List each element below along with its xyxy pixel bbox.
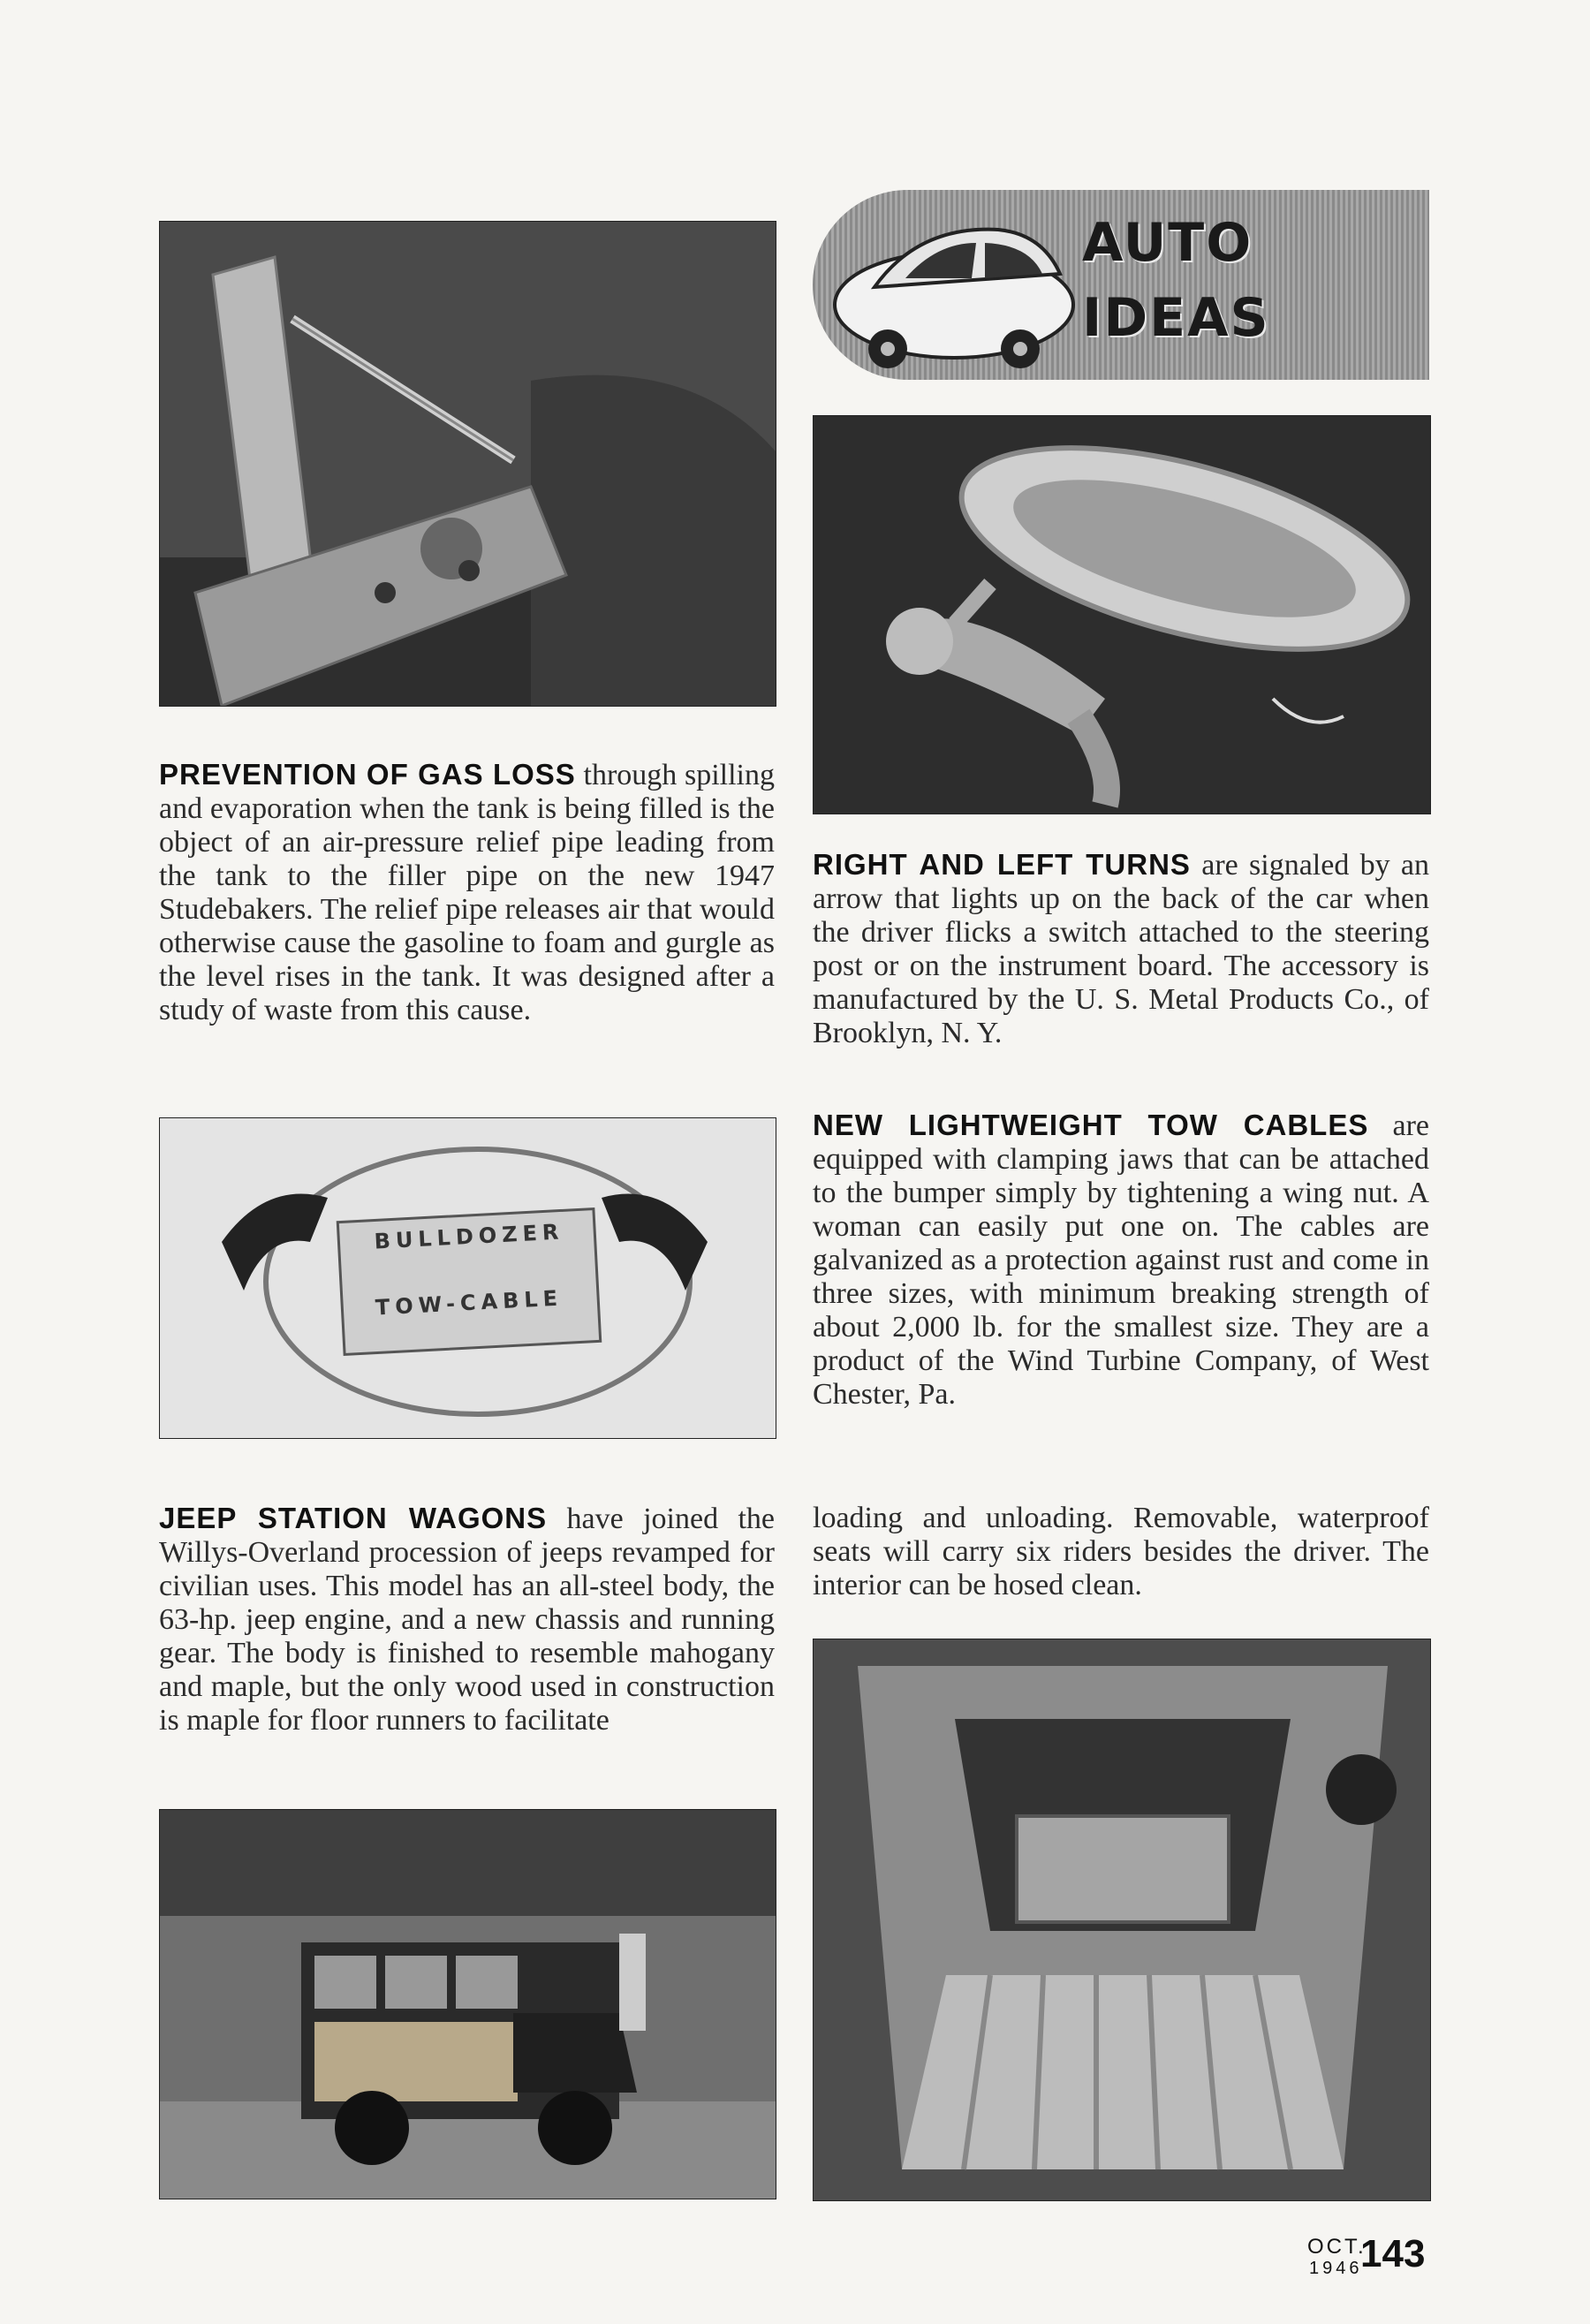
- issue-date-month: OCT.: [1307, 2235, 1367, 2259]
- tow-cables-article: [813, 1109, 1429, 1412]
- auto-ideas-banner: [813, 190, 1429, 380]
- gas-loss-headline: PREVENTION OF GAS LOSS: [159, 758, 576, 791]
- jeep-exterior-photo: [159, 1809, 776, 2199]
- turn-signals-article: [813, 848, 1429, 1050]
- tow-sign-line2: TOW-CABLE: [375, 1285, 564, 1321]
- tow-cables-headline: NEW LIGHTWEIGHT TOW CABLES: [813, 1109, 1369, 1141]
- banner-title-line1: AUTO: [1082, 212, 1253, 274]
- turn-signal-photo: [813, 415, 1431, 814]
- banner-title-line2: IDEAS: [1082, 287, 1270, 349]
- jeep-wagons-body-part2: loading and unloading. Removable, waterproof seats will carry six riders besides the driver. The interior can be hosed clean.: [813, 1502, 1429, 1601]
- car-illustration: [822, 190, 1086, 380]
- jeep-wagons-article: [159, 1502, 775, 1737]
- gas-filler-pipe-photo: [159, 221, 776, 707]
- tow-cables-body: are equipped with clamping jaws that can be attached to the bumper simply by tightening a wing nut. A woman can easily put one on. The cables are galvanized as a protection against rust and come in three sizes, with minimum breaking strength of about 2,000 lb. for the smallest size. They are a product of the Wind Turbine Company, of West Chester, Pa.: [813, 1109, 1429, 1411]
- issue-date-year: 1946: [1309, 2259, 1363, 2278]
- jeep-interior-photo: [813, 1639, 1431, 2201]
- turn-signals-headline: RIGHT AND LEFT TURNS: [813, 848, 1191, 881]
- gas-loss-body: through spilling and evaporation when the tank is being filled is the object of an air-pressure relief pipe leading from the tank to the filler pipe on the new 1947 Studebakers. The relief pipe releases air that would otherwise cause the gasoline to foam and gurgle as the level rises in the tank. It was designed after a study of waste from this cause.: [159, 759, 775, 1026]
- jeep-wagons-headline: JEEP STATION WAGONS: [159, 1502, 548, 1534]
- jeep-wagons-continuation: [813, 1502, 1429, 1602]
- gas-loss-article: [159, 758, 775, 1027]
- jeep-wagons-body-part1: have joined the Willys-Overland procession of jeeps revamped for civilian uses. This model has an all-steel body, the 63-hp. jeep engine, and a new chassis and running gear. The body is finished to resemble mahogany and maple, but the only wood used in construction is maple for floor runners to facilitate: [159, 1503, 776, 1737]
- page-number: 143: [1360, 2232, 1426, 2275]
- tow-sign-line1: BULLDOZER: [373, 1219, 565, 1254]
- tow-cable-photo: [159, 1117, 776, 1439]
- turn-signals-body: are signaled by an arrow that lights up on the back of the car when the driver flicks a switch attached to the steering post or on the instrument board. The accessory is manufactured by the U. S. Metal Products Co., of Brooklyn, N. Y.: [813, 849, 1429, 1049]
